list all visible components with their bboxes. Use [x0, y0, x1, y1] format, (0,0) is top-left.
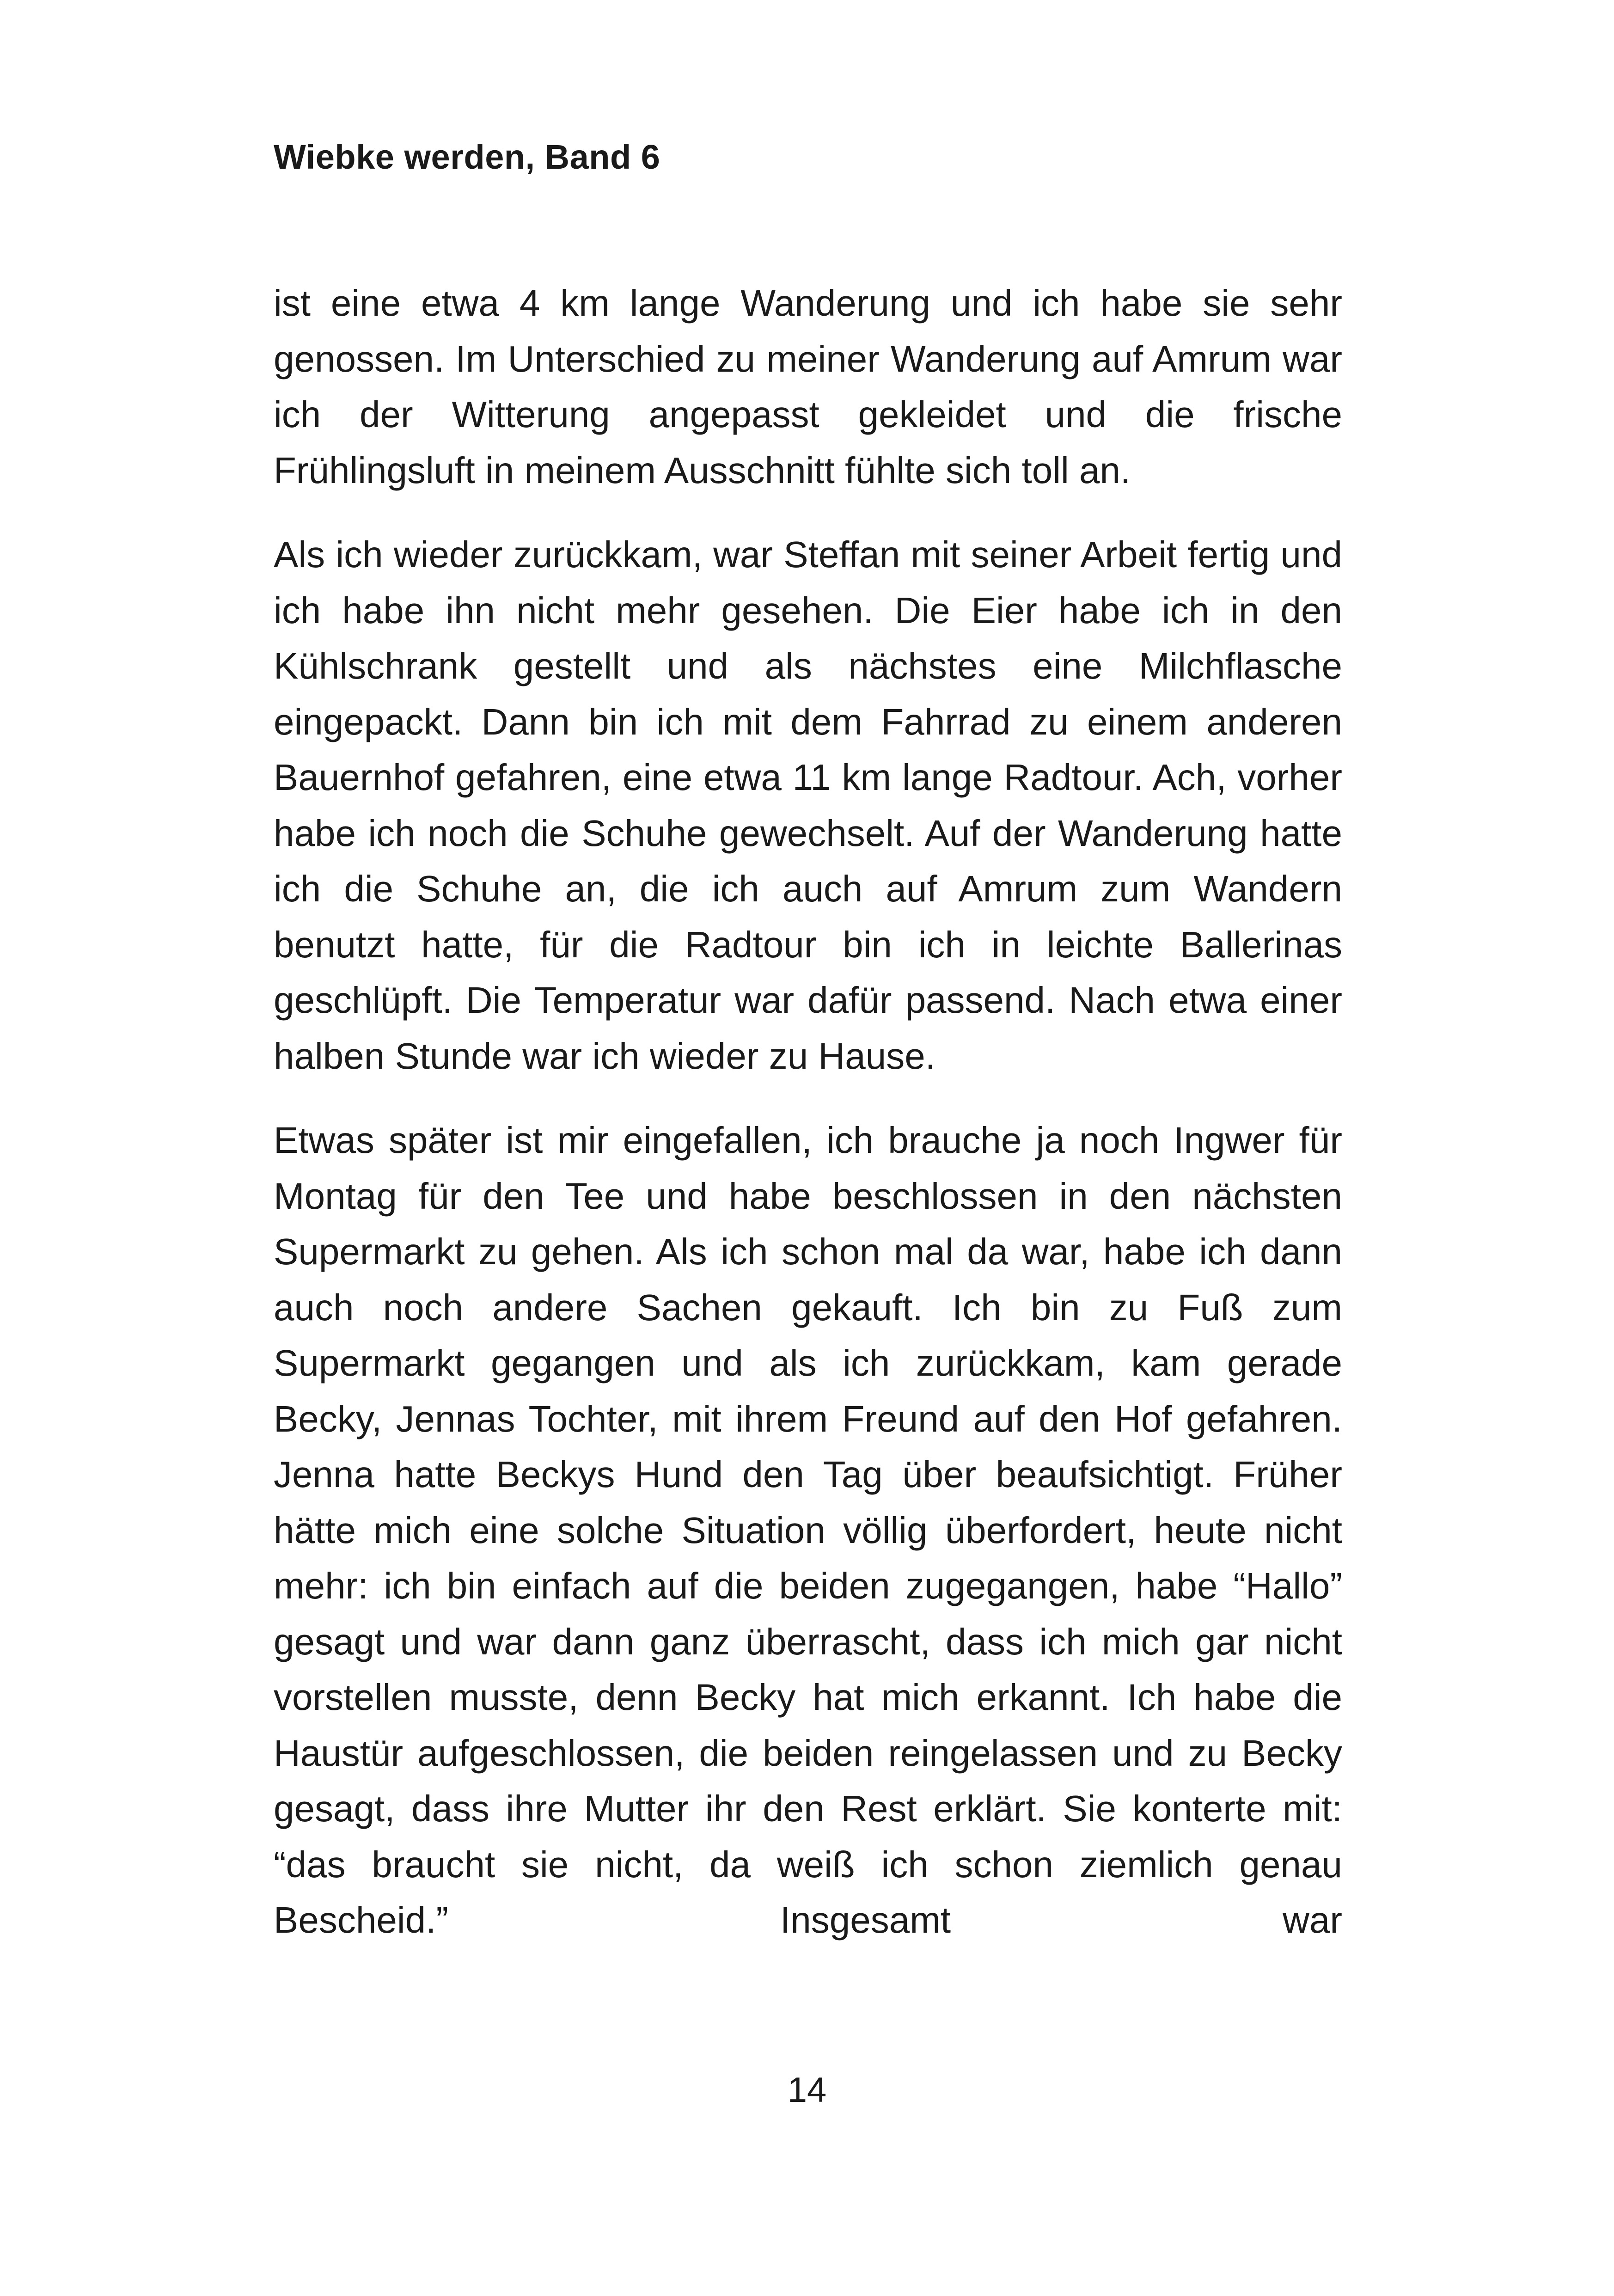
running-header: Wiebke werden, Band 6 [274, 138, 660, 176]
paragraph: Etwas später ist mir eingefallen, ich brauche ja noch Ingwer für Montag für den Tee und habe beschlossen in den nächsten Supermarkt zu gehen. Als ich schon mal da war, habe ich dann auch noch andere Sachen gekauft. Ich bin zu Fuß zum Supermarkt gegangen und als ich zurückkam, kam gerade Becky, Jennas Tochter, mit ihrem Freund auf den Hof gefahren. Jenna hatte Beckys Hund den Tag über beaufsichtigt. Früher hätte mich eine solche Situation völlig überfordert, heute nicht mehr: ich bin einfach auf die beiden zugegangen, habe “Hallo” gesagt und war dann ganz überrascht, dass ich mich gar nicht vorstellen musste, denn Becky hat mich erkannt. Ich habe die Haustür aufgeschlossen, die beiden reingelassen und zu Becky gesagt, dass ihre Mutter ihr den Rest erklärt. Sie konterte mit: “das braucht sie nicht, da weiß ich schon ziemlich genau Bescheid.” Insgesamt war [274, 1120, 1342, 1941]
paragraph: Als ich wieder zurückkam, war Steffan mit seiner Arbeit fertig und ich habe ihn nicht mehr gesehen. Die Eier habe ich in den Kühlschrank gestellt und als nächstes eine Milchflasche eingepackt. Dann bin ich mit dem Fahrrad zu einem anderen Bauernhof gefahren, eine etwa 11 km lange Radtour. Ach, vorher habe ich noch die Schuhe gewechselt. Auf der Wanderung hatte ich die Schuhe an, die ich auch auf Amrum zum Wandern benutzt hatte, für die Radtour bin ich in leichte Ballerinas geschlüpft. Die Temperatur war dafür passend. Nach etwa einer halben Stunde war ich wieder zu Hause. [274, 534, 1342, 1077]
paragraph: ist eine etwa 4 km lange Wanderung und ich habe sie sehr genossen. Im Unterschied zu meiner Wanderung auf Amrum war ich der Witterung angepasst gekleidet und die frische Frühlingsluft in meinem Ausschnitt fühlte sich toll an. [274, 282, 1342, 491]
page-number: 14 [787, 2070, 827, 2110]
body-text [274, 276, 1342, 1977]
